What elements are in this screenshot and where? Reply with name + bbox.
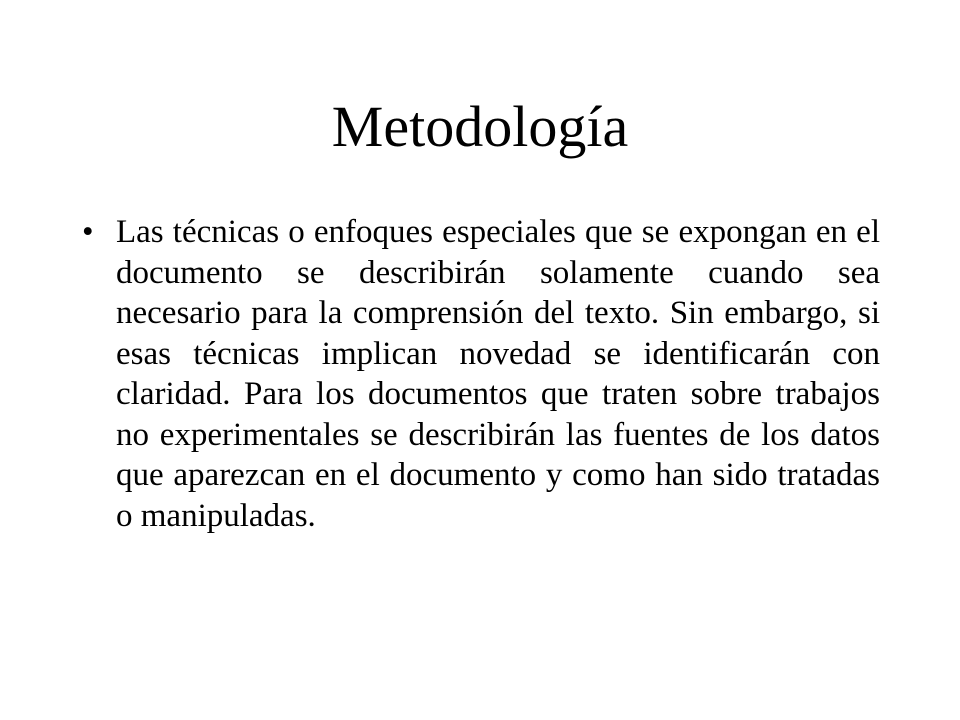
bullet-text: Las técnicas o enfoques especiales que se expongan en el documento se describirán solamente cuando sea necesario para la comprensión del texto. Sin embargo, si esas técnicas implican novedad se identificarán con claridad. Para los documentos que traten sobre trabajos no experimentales se describirán las fuentes de los datos que aparezcan en el documento y como han sido tratadas o manipuladas. [116, 214, 880, 534]
slide-title: Metodología [331, 94, 629, 159]
bullet-marker: • [82, 214, 94, 250]
bullet-list [82, 212, 880, 536]
bullet-item [82, 212, 880, 536]
